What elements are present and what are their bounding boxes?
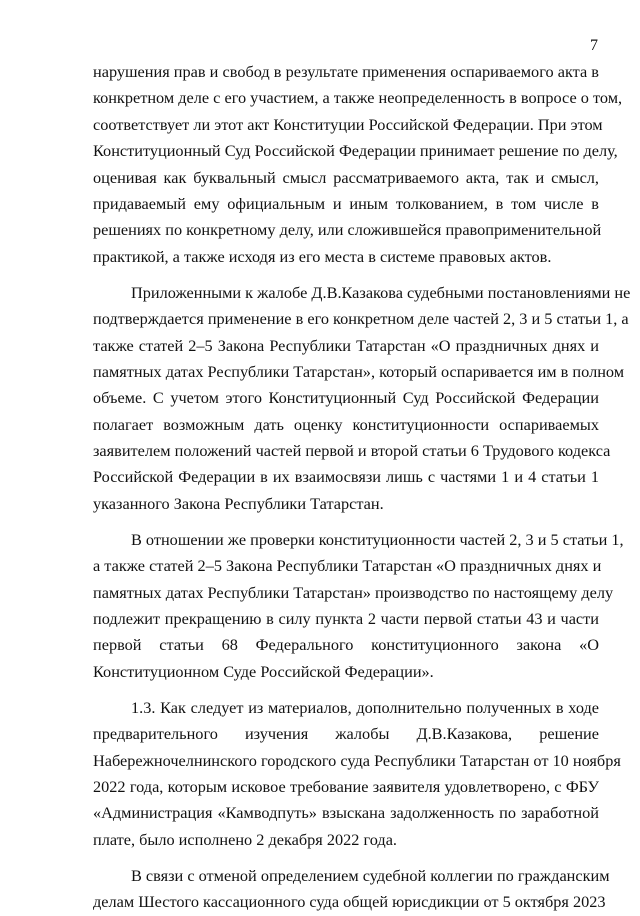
paragraph xyxy=(93,863,610,916)
text-line: 2022 года, которым исковое требование заявителя удовлетворено, с ФБУ xyxy=(93,776,599,796)
text-line: подлежит прекращению в силу пункта 2 части первой статьи 43 и части xyxy=(93,609,599,628)
text-line: памятных датах Республики Татарстан» производство по настоящему делу xyxy=(93,582,614,602)
document-body xyxy=(93,59,631,915)
text-line: соответствует ли этот акт Конституции Российской Федерации. При этом xyxy=(93,114,603,134)
paragraph xyxy=(93,695,621,853)
text-line: Российской Федерации в их взаимосвязи лишь с частями 1 и 4 статьи 1 xyxy=(93,467,599,487)
text-line: Конституционном Суде Российской Федерации». xyxy=(93,661,434,681)
text-line: первой статьи 68 Федерального конституционного закона «О xyxy=(93,635,599,655)
text-line: «Администрация «Камводпуть» взыскана задолженность по заработной xyxy=(93,803,599,823)
text-line: 1.3. Как следует из материалов, дополнительно полученных в ходе xyxy=(131,697,599,717)
text-line: плате, было исполнено 2 декабря 2022 года. xyxy=(93,829,398,849)
text-line: практикой, а также исходя из его места в системе правовых актов. xyxy=(93,246,552,266)
text-line: заявителем положений частей первой и второй статьи 6 Трудового кодекса xyxy=(93,441,611,461)
text-line: памятных датах Республики Татарстан», который оспаривается им в полном xyxy=(93,361,625,381)
text-line: указанного Закона Республики Татарстан. xyxy=(93,493,384,513)
text-line: оценивая как буквальный смысл рассматриваемого акта, так и смысл, xyxy=(93,167,599,187)
paragraph xyxy=(93,59,623,270)
paragraph xyxy=(93,280,631,518)
text-line: а также статей 2–5 Закона Республики Татарстан «О праздничных днях и xyxy=(93,556,602,576)
page-number: 7 xyxy=(590,37,598,54)
text-line: нарушения прав и свобод в результате применения оспариваемого акта в xyxy=(93,62,599,81)
text-line: объеме. С учетом этого Конституционный Суд Российской Федерации xyxy=(93,388,599,408)
text-line: В связи с отменой определением судебной коллегии по гражданским xyxy=(131,865,610,885)
text-line: придаваемый ему официальным и иным толкованием, в том числе в xyxy=(93,193,599,213)
text-line: конкретном деле с его участием, а также неопределенность в вопросе о том, xyxy=(93,88,623,108)
text-line: решениях по конкретному делу, или сложившейся правоприменительной xyxy=(93,220,602,240)
text-line: делам Шестого кассационного суда общей юрисдикции от 5 октября 2023 xyxy=(93,892,606,912)
text-line: Приложенными к жалобе Д.В.Казакова судебными постановлениями не xyxy=(131,282,631,302)
paragraph xyxy=(93,527,624,685)
text-line: Конституционный Суд Российской Федерации принимает решение по делу, xyxy=(93,141,618,161)
text-line: Набережночелнинского городского суда Республики Татарстан от 10 ноября xyxy=(93,750,621,770)
text-line: также статей 2–5 Закона Республики Татарстан «О праздничных днях и xyxy=(93,335,599,355)
text-line: полагает возможным дать оценку конституционности оспариваемых xyxy=(93,414,599,434)
text-line: В отношении же проверки конституционности частей 2, 3 и 5 статьи 1, xyxy=(131,529,624,549)
text-line: подтверждается применение в его конкретном деле частей 2, 3 и 5 статьи 1, а xyxy=(93,309,629,329)
text-line: предварительного изучения жалобы Д.В.Казакова, решение xyxy=(93,724,599,744)
